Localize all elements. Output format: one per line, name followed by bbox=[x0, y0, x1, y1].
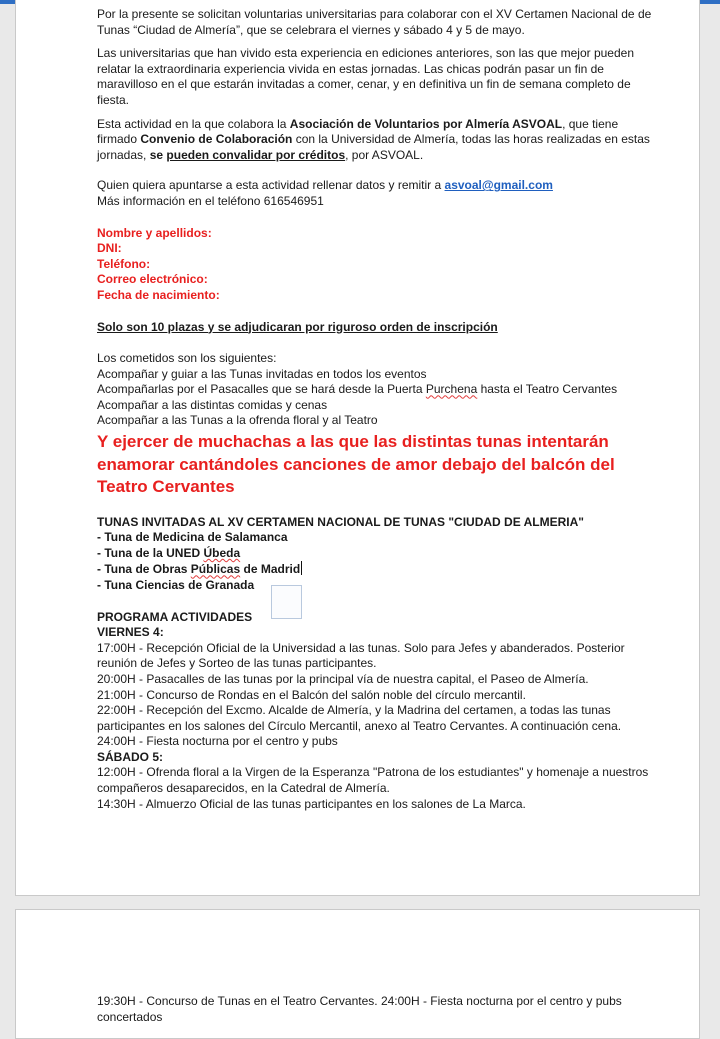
email-link[interactable]: asvoal@gmail.com bbox=[444, 178, 553, 193]
programa-title: PROGRAMA ACTIVIDADES bbox=[97, 609, 253, 624]
programa-item: 17:00H - Recepción Oficial de la Universidad a las tunas. Solo para Jefes y abanderados. Posterior reunión de Jefes y Sorteo de las tunas participantes. bbox=[97, 640, 625, 671]
document-page-1 bbox=[15, 0, 700, 896]
programa-item: 24:00H - Fiesta nocturna por el centro y pubs bbox=[97, 734, 338, 749]
programa-item: 14:30H - Almuerzo Oficial de las tunas participantes en los salones de La Marca. bbox=[97, 796, 526, 811]
programa-item: concertados bbox=[97, 1009, 163, 1024]
highlight-heading: Y ejercer de muchachas a las que las distintas tunas intentarán enamorar cantándoles canciones de amor debajo del balcón del Teatro Cervantes bbox=[97, 432, 615, 497]
cursor-overlay-box bbox=[271, 585, 302, 619]
asvoal-text-e: con la Universidad de Almería, todas las horas realizadas en estas jornadas, bbox=[97, 132, 650, 162]
cometido-2 bbox=[97, 382, 657, 398]
page-2-content[interactable] bbox=[97, 994, 657, 1025]
document-page-2 bbox=[15, 909, 700, 1039]
form-field-telefono: Teléfono: bbox=[97, 256, 151, 271]
tuna-1: - Tuna de Medicina de Salamanca bbox=[97, 530, 288, 545]
tunas-title: TUNAS INVITADAS AL XV CERTAMEN NACIONAL DE TUNAS "CIUDAD DE ALMERIA" bbox=[97, 514, 584, 529]
tuna-3 bbox=[97, 561, 657, 578]
convenio-text: Convenio de Colaboración bbox=[140, 132, 293, 147]
page-1-content[interactable] bbox=[97, 7, 657, 812]
cometido-2-text-b: hasta el Teatro Cervantes bbox=[477, 382, 618, 397]
cometido-1: Acompañar y guiar a las Tunas invitadas en todos los eventos bbox=[97, 366, 427, 381]
tuna-4: - Tuna Ciencias de Granada bbox=[97, 577, 255, 592]
intro-paragraph-2: Las universitarias que han vivido esta experiencia en ediciones anteriores, son las que mejor pueden relatar la extraordinaria experiencia vivida en estas jornadas. Las chicas podrán pasar un fin de maravilloso en el que estarán invitadas a comer, cenar, y en definitiva un fin de semana completo de fiesta. bbox=[97, 46, 634, 107]
programa-item: 12:00H - Ofrenda floral a la Virgen de la Esperanza "Patrona de los estudiantes" y homenaje a nuestros compañeros desaparecidos, en la Catedral de Almería. bbox=[97, 765, 649, 796]
asvoal-name: Asociación de Voluntarios por Almería ASVOAL bbox=[289, 116, 563, 131]
form-field-correo: Correo electrónico: bbox=[97, 272, 208, 287]
spellcheck-word: Úbeda bbox=[203, 545, 241, 560]
viernes-heading: VIERNES 4: bbox=[97, 625, 164, 640]
intro-paragraph-1: Por la presente se solicitan voluntarias universitarias para colaborar con el XV Certamen Nacional de de Tunas “Ciudad de Almería”, que se celebrara el viernes y sábado 4 y 5 de mayo. bbox=[97, 7, 652, 37]
asvoal-text-a: Esta actividad en la que colabora la bbox=[97, 116, 290, 131]
intro-paragraph-3 bbox=[97, 117, 657, 164]
programa-item: 20:00H - Pasacalles de las tunas por la principal vía de nuestra capital, el Paseo de Almería. bbox=[97, 671, 589, 686]
tuna-2 bbox=[97, 546, 657, 562]
phone-text: Más información en el teléfono 616546951 bbox=[97, 193, 324, 208]
spellcheck-word: Purchena bbox=[425, 382, 478, 397]
tuna-3-text-b: de Madrid bbox=[240, 562, 301, 577]
se-text: se bbox=[149, 147, 164, 162]
cometidos-intro: Los cometidos son los siguientes: bbox=[97, 351, 277, 366]
programa-item: 21:00H - Concurso de Rondas en el Balcón del salón noble del círculo mercantil. bbox=[97, 687, 526, 702]
spellcheck-word: Públicas bbox=[190, 562, 241, 577]
contact-paragraph bbox=[97, 178, 657, 209]
sabado-heading: SÁBADO 5: bbox=[97, 749, 164, 764]
form-field-dni: DNI: bbox=[97, 241, 122, 256]
text-cursor bbox=[301, 561, 302, 575]
tuna-2-text: - Tuna de la UNED bbox=[97, 545, 204, 560]
form-field-nombre: Nombre y apellidos: bbox=[97, 225, 212, 240]
programa-item: 19:30H - Concurso de Tunas en el Teatro Cervantes. 24:00H - Fiesta nocturna por el centro y pubs bbox=[97, 994, 622, 1008]
tuna-3-text-a: - Tuna de Obras bbox=[97, 562, 191, 577]
cometido-3: Acompañar a las distintas comidas y cenas bbox=[97, 397, 328, 412]
form-field-fecha: Fecha de nacimiento: bbox=[97, 287, 220, 302]
programa-item: 22:00H - Recepción del Excmo. Alcalde de Almería, y la Madrina del certamen, a todas las tunas participantes en los salones del Círculo Mercantil, anexo al Teatro Cervantes. A continuación cena. bbox=[97, 703, 622, 733]
asvoal-text-i: , por ASVOAL. bbox=[345, 147, 424, 162]
cometido-4: Acompañar a las Tunas a la ofrenda floral y al Teatro bbox=[97, 413, 378, 428]
plazas-note: Solo son 10 plazas y se adjudicaran por riguroso orden de inscripción bbox=[97, 319, 498, 334]
creditos-text: pueden convalidar por créditos bbox=[166, 147, 346, 162]
contact-text: Quien quiera apuntarse a esta actividad rellenar datos y remitir a bbox=[97, 178, 445, 193]
cometido-2-text-a: Acompañarlas por el Pasacalles que se hará desde la Puerta bbox=[97, 382, 426, 397]
asvoal-text-c: , que tiene firmado bbox=[97, 116, 619, 147]
